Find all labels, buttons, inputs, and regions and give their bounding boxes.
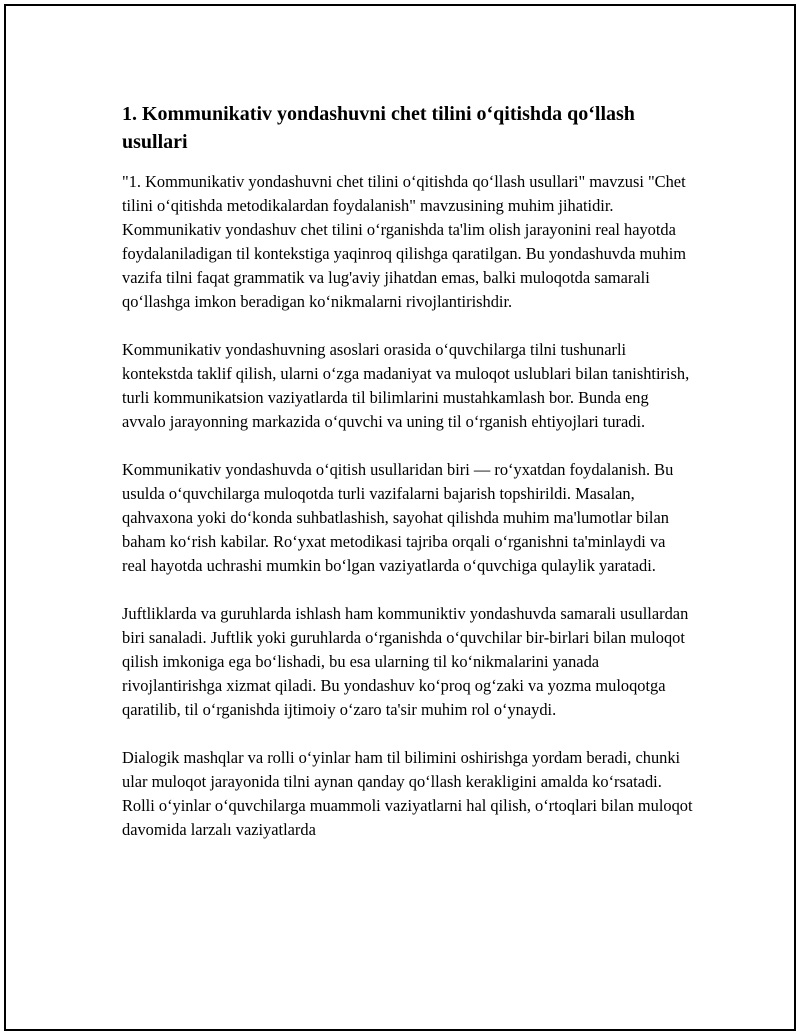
document-body [122,100,694,866]
paragraph-2: Kommunikativ yondashuvning asoslari orasida o‘quvchilarga tilni tushunarli kontekstda taklif qilish, ularni o‘zga madaniyat va muloqot uslublari bilan tanishtirish, turli kommunikatsion vaziyatlarda til bilimlarini mustahkamlash bor. Bunda eng avvalo jarayonning markazida o‘quvchi va uning til o‘rganish ehtiyojlari turadi. [122,340,690,431]
page-frame [4,4,796,1031]
document-heading: 1. Kommunikativ yondashuvni chet tilini o‘qitishda qo‘llash usullari [122,103,635,153]
paragraph-3: Kommunikativ yondashuvda o‘qitish usullaridan biri — ro‘yxatdan foydalanish. Bu usulda o‘quvchilarga muloqotda turli vazifalarni bajarish topshirildi. Masalan, qahvaxona yoki do‘konda suhbatlashish, sayohat qilishda muhim ma'lumotlar bilan baham ko‘rish kabilar. Ro‘yxat metodikasi tajriba orqali o‘rganishni ta'minlaydi va real hayotda uchrashi mumkin bo‘lgan vaziyatlarda o‘quvchiga qulaylik yaratadi. [122,460,674,575]
paragraph-1: "1. Kommunikativ yondashuvni chet tilini o‘qitishda qo‘llash usullari" mavzusi "Chet tilini o‘qitishda metodikalardan foydalanish" mavzusining muhim jihatidir. Kommunikativ yondashuv chet tilini o‘rganishda ta'lim olish jarayonini real hayotda foydalaniladigan til kontekstiga yaqinroq qilishga qaratilgan. Bu yondashuvda muhim vazifa tilni faqat grammatik va lug'aviy jihatdan emas, balki muloqotda samarali qo‘llashga imkon beradigan ko‘nikmalarni rivojlantirishdir. [122,172,687,311]
paragraph-4: Juftliklarda va guruhlarda ishlash ham kommuniktiv yondashuvda samarali usullardan biri sanaladi. Juftlik yoki guruhlarda o‘rganishda o‘quvchilar bir-birlari bilan muloqot qilish imkoniga ega bo‘lishadi, bu esa ularning til ko‘nikmalarini yanada rivojlantirishga xizmat qiladi. Bu yondashuv ko‘proq og‘zaki va yozma muloqotga qaratilib, til o‘rganishda ijtimoiy o‘zaro ta'sir muhim rol o‘ynaydi. [122,604,689,719]
paragraph-5: Dialogik mashqlar va rolli o‘yinlar ham til bilimini oshirishga yordam beradi, chunki ular muloqot jarayonida tilni aynan qanday qo‘llash kerakligini amalda ko‘rsatadi. Rolli o‘yinlar o‘quvchilarga muammoli vaziyatlarni hal qilish, o‘rtoqlari bilan muloqot davomida larzalı vaziyatlarda [122,748,693,839]
